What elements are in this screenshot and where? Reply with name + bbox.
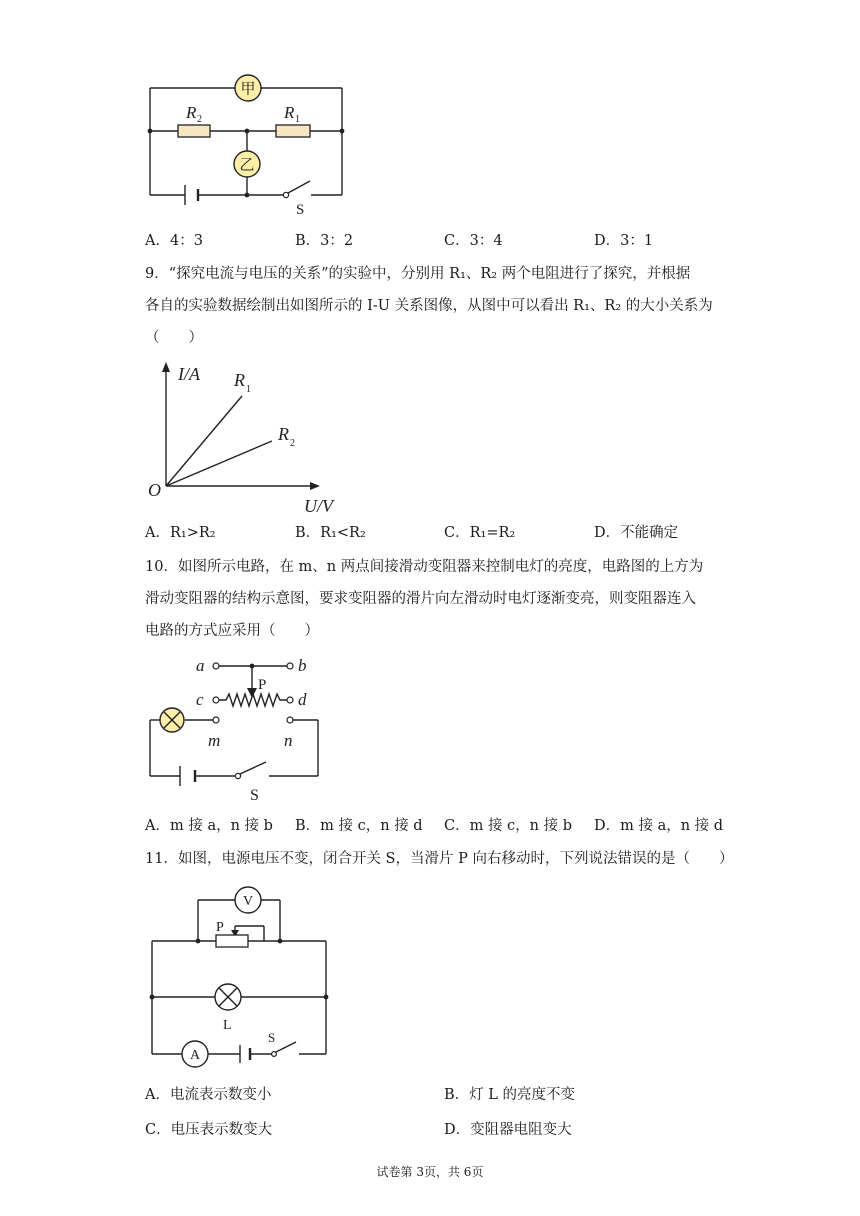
q10-circuit-figure	[140, 652, 340, 804]
q10-option-b[interactable]: B．m 接 c，n 接 d	[295, 818, 423, 834]
terminal-b-label: b	[298, 656, 307, 675]
point-n-label: n	[284, 731, 293, 750]
q10-option-d[interactable]: D．m 接 a，n 接 d	[594, 818, 724, 834]
q9-option-a[interactable]: A．R₁>R₂	[145, 525, 216, 541]
lamp-l-label: L	[223, 1018, 232, 1033]
meter-yi-label: 乙	[239, 157, 255, 174]
terminal-d-label: d	[298, 690, 307, 709]
q11-circuit-figure	[140, 882, 340, 1068]
x-axis-label: U/V	[304, 496, 333, 516]
slider-p-label: P	[216, 920, 224, 935]
q9-iu-graph	[142, 358, 352, 518]
q10-text-line-3: 电路的方式应采用（ ）	[145, 623, 319, 639]
series-r1-label: R	[234, 370, 245, 390]
q10-text-line-1: 10．如图所示电路，在 m、n 两点间接滑动变阻器来控制电灯的亮度，电路图的上方为	[145, 559, 704, 575]
q11-option-b[interactable]: B．灯 L 的亮度不变	[444, 1087, 576, 1103]
terminal-a-label: a	[196, 656, 205, 675]
q9-text-line-2: 各自的实验数据绘制出如图所示的 I-U 关系图像，从图中可以看出 R₁、R₂ 的大小关系为	[145, 298, 713, 314]
switch-label: S	[296, 202, 305, 218]
r1-label-sub: 1	[295, 114, 300, 125]
y-axis-label: I/A	[178, 364, 200, 384]
meter-jia-label: 甲	[240, 81, 256, 98]
q8-option-d[interactable]: D．3：1	[594, 233, 654, 249]
page-footer: 试卷第 3页，共 6页	[376, 1165, 484, 1179]
q11-option-d[interactable]: D．变阻器电阻变大	[444, 1122, 572, 1138]
point-m-label: m	[208, 731, 221, 750]
q8-circuit-figure	[140, 68, 360, 218]
series-r2-label: R	[278, 424, 289, 444]
q11-option-c[interactable]: C．电压表示数变大	[145, 1122, 273, 1138]
switch-label: S	[268, 1030, 276, 1045]
r1-label: R	[284, 103, 295, 122]
q9-option-d[interactable]: D．不能确定	[594, 525, 679, 541]
q9-option-b[interactable]: B．R₁<R₂	[295, 525, 366, 541]
q11-text-line-1: 11．如图，电源电压不变，闭合开关 S，当滑片 P 向右移动时，下列说法错误的是（ ）	[145, 851, 734, 867]
q11-option-a[interactable]: A．电流表示数变小	[145, 1087, 272, 1103]
q8-option-c[interactable]: C．3：4	[444, 233, 503, 249]
q8-option-a[interactable]: A．4：3	[145, 233, 203, 249]
series-r2-sub: 2	[290, 438, 295, 449]
q9-option-c[interactable]: C．R₁=R₂	[444, 525, 516, 541]
slider-p-label: P	[258, 677, 267, 693]
q10-option-a[interactable]: A．m 接 a，n 接 b	[145, 818, 273, 834]
origin-label: O	[148, 480, 161, 500]
q10-option-c[interactable]: C．m 接 c，n 接 b	[444, 818, 573, 834]
r2-label: R	[186, 103, 197, 122]
switch-label: S	[250, 787, 259, 804]
voltmeter-label: V	[242, 894, 254, 909]
r2-label-sub: 2	[197, 114, 202, 125]
q9-text-line-3: （ ）	[145, 330, 203, 346]
series-r1-sub: 1	[246, 384, 251, 395]
q8-option-b[interactable]: B．3：2	[295, 233, 354, 249]
q9-text-line-1: 9．“探究电流与电压的关系”的实验中，分别用 R₁、R₂ 两个电阻进行了探究，并根据	[145, 266, 691, 282]
q10-text-line-2: 滑动变阻器的结构示意图，要求变阻器的滑片向左滑动时电灯逐渐变亮，则变阻器连入	[145, 591, 696, 607]
ammeter-label: A	[189, 1048, 201, 1063]
terminal-c-label: c	[196, 690, 204, 709]
